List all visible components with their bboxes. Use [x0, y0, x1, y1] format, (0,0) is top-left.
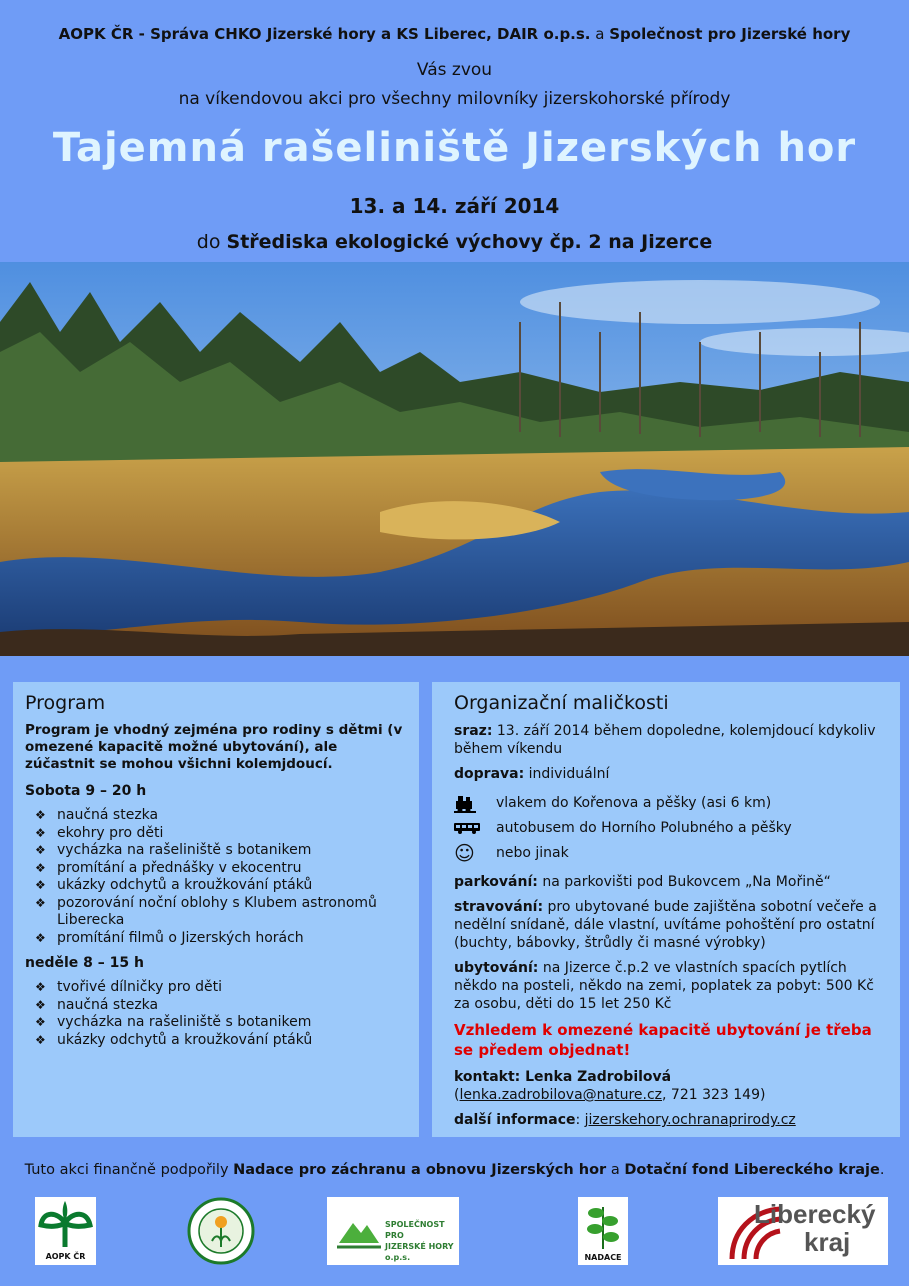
organizers	[0, 25, 909, 43]
details-heading: Organizační maličkosti	[454, 692, 669, 714]
list-item-text: ukázky odchytů a kroužkování ptáků	[57, 877, 313, 893]
bullet-icon: ❖	[35, 843, 46, 857]
aopk-logo	[35, 1197, 96, 1265]
event-title: Tajemná rašeliniště Jizerských hor	[52, 125, 857, 171]
sponsor-line	[0, 1162, 909, 1178]
program-panel	[13, 682, 419, 1137]
contact-info	[454, 1068, 888, 1104]
smiley-icon: ☺	[454, 840, 475, 865]
seal-icon	[186, 1197, 256, 1265]
contact-email-link[interactable]: lenka.zadrobilova@nature.cz	[459, 1087, 663, 1103]
transport-other-text: nebo jinak	[496, 844, 569, 861]
transport-other	[454, 840, 888, 865]
nadace-leaf-icon	[578, 1197, 628, 1251]
spolecnost-logo	[327, 1197, 459, 1265]
list-item-text: naučná stezka	[57, 807, 159, 823]
list-item	[35, 860, 407, 878]
bullet-icon: ❖	[35, 808, 46, 822]
bullet-icon: ❖	[35, 1032, 46, 1047]
sunday-list	[25, 979, 407, 1049]
list-item-text: naučná stezka	[57, 996, 159, 1013]
transport-train	[454, 790, 888, 815]
aopk-leaf-icon	[35, 1197, 96, 1251]
list-item	[35, 825, 407, 843]
meeting-text: 13. září 2014 během dopoledne, kolemjdoucí kdykoliv během víkendu	[454, 723, 876, 757]
invite-line-1: Vás zvou	[416, 60, 493, 80]
more-info-colon: :	[575, 1112, 585, 1128]
list-item	[35, 1014, 407, 1032]
sunday-label: neděle 8 – 15 h	[25, 955, 144, 971]
liberecky-kraj-logo	[718, 1197, 888, 1265]
transport-info	[454, 765, 888, 783]
accommodation-text: na Jizerce č.p.2 ve vlastních spacích pytlích někdo na posteli, někdo na zemi, poplatek za pobyt: 500 Kč za osobu, děti do 15 let 250 Kč	[454, 960, 874, 1012]
list-item-text: promítání filmů o Jizerských horách	[57, 929, 304, 946]
sponsor-1: Nadace pro záchranu a obnovu Jizerských hor	[233, 1162, 607, 1178]
nadace-caption: NADACE	[584, 1253, 622, 1262]
accommodation-label: ubytování:	[454, 960, 539, 976]
program-intro: Program je vhodný zejména pro rodiny s dětmi (v omezené kapacitě možné ubytování), ale zúčastnit se mohou všichni kolemjdoucí.	[25, 722, 403, 772]
nadace-logo	[578, 1197, 628, 1265]
list-item-text: pozorování noční oblohy s Klubem astronomů Liberecka	[57, 894, 377, 928]
organizers-part-1: AOPK ČR - Správa CHKO Jizerské hory a KS Liberec, DAIR o.p.s.	[58, 25, 591, 43]
venue-name: Střediska ekologické výchovy čp. 2 na Jizerce	[226, 231, 713, 253]
invite-line-2: na víkendovou akci pro všechny milovníky jizerskohorské přírody	[178, 89, 731, 109]
header	[0, 0, 909, 262]
bullet-icon: ❖	[35, 980, 46, 994]
transport-text: individuální	[524, 766, 610, 782]
sponsor-suffix: .	[879, 1162, 885, 1178]
mountains-icon	[337, 1211, 381, 1251]
venue-prefix: do	[196, 231, 227, 253]
list-item	[35, 895, 407, 930]
spolecnost-caption	[385, 1219, 459, 1263]
list-item	[35, 1032, 407, 1050]
list-item	[35, 979, 407, 997]
organizers-part-2: Společnost pro Jizerské hory	[609, 25, 851, 43]
saturday-label: Sobota 9 – 20 h	[25, 783, 147, 799]
train-icon	[454, 793, 496, 813]
transport-train-text: vlakem do Kořenova a pěšky (asi 6 km)	[496, 794, 772, 811]
parking-text: na parkovišti pod Bukovcem „Na Mořině“	[537, 874, 831, 890]
list-item	[35, 877, 407, 895]
meeting-label: sraz:	[454, 723, 493, 739]
bullet-icon: ❖	[35, 825, 46, 840]
kraj-line-1: Liberecký	[754, 1199, 876, 1229]
spolecnost-line-1: SPOLEČNOST PRO	[385, 1220, 445, 1240]
peat-bog-photo	[0, 262, 909, 656]
contact-name: Lenka Zadrobilová	[520, 1069, 672, 1085]
parking-label: parkování:	[454, 874, 538, 890]
bullet-icon: ❖	[35, 895, 46, 910]
sponsor-2: Dotační fond Libereckého kraje	[624, 1162, 880, 1178]
booking-warning: Vzhledem k omezené kapacitě ubytování je třeba se předem objednat!	[454, 1021, 872, 1059]
contact-phone: , 721 323 149)	[662, 1087, 766, 1103]
kraj-line-2: kraj	[804, 1227, 851, 1257]
list-item-text: tvořivé dílničky pro děti	[57, 979, 223, 995]
details-panel	[432, 682, 900, 1137]
list-item	[35, 930, 407, 948]
bullet-icon: ❖	[35, 997, 46, 1012]
jizerske-hory-seal-logo	[186, 1197, 256, 1265]
transport-label: doprava:	[454, 766, 525, 782]
meals-text: pro ubytované bude zajištěna sobotní večeře a nedělní snídaně, dále vlastní, uvítáme pohoštění pro ostatní (buchty, bábovky, štrůdly či masné výrobky)	[454, 899, 877, 951]
bullet-icon: ❖	[35, 860, 46, 875]
list-item-text: ekohry pro děti	[57, 824, 164, 841]
bullet-icon: ❖	[35, 878, 46, 892]
event-venue	[0, 231, 909, 253]
website-link[interactable]: jizerskehory.ochranaprirody.cz	[584, 1112, 796, 1128]
list-item-text: vycházka na rašeliniště s botanikem	[57, 842, 312, 858]
bullet-icon: ❖	[35, 1015, 46, 1029]
event-date: 13. a 14. září 2014	[349, 194, 560, 218]
aopk-caption: AOPK ČR	[45, 1252, 86, 1261]
spolecnost-line-2: JIZERSKÉ HORY o.p.s.	[385, 1242, 454, 1262]
meals-info	[454, 898, 888, 952]
program-heading: Program	[25, 692, 106, 714]
list-item	[35, 997, 407, 1015]
organizers-and: a	[590, 25, 610, 43]
accommodation-info	[454, 959, 888, 1013]
bullet-icon: ❖	[35, 930, 46, 945]
meeting-info	[454, 722, 888, 758]
landscape-illustration	[0, 262, 909, 656]
sponsor-prefix: Tuto akci finančně podpořily	[24, 1162, 234, 1178]
transport-bus	[454, 815, 888, 840]
contact-label: kontakt:	[454, 1069, 521, 1085]
list-item	[35, 842, 407, 860]
sponsor-and: a	[606, 1162, 625, 1178]
more-info-label: další informace	[454, 1112, 576, 1128]
more-info	[454, 1111, 888, 1129]
list-item-text: promítání a přednášky v ekocentru	[57, 859, 302, 876]
list-item-text: vycházka na rašeliniště s botanikem	[57, 1014, 312, 1030]
parking-info	[454, 873, 888, 891]
list-item-text: ukázky odchytů a kroužkování ptáků	[57, 1031, 313, 1048]
saturday-list	[25, 807, 407, 947]
bus-icon	[454, 822, 496, 834]
meals-label: stravování:	[454, 899, 544, 915]
list-item	[35, 807, 407, 825]
contact-paren: (	[454, 1087, 460, 1103]
transport-bus-text: autobusem do Horního Polubného a pěšky	[496, 819, 792, 836]
